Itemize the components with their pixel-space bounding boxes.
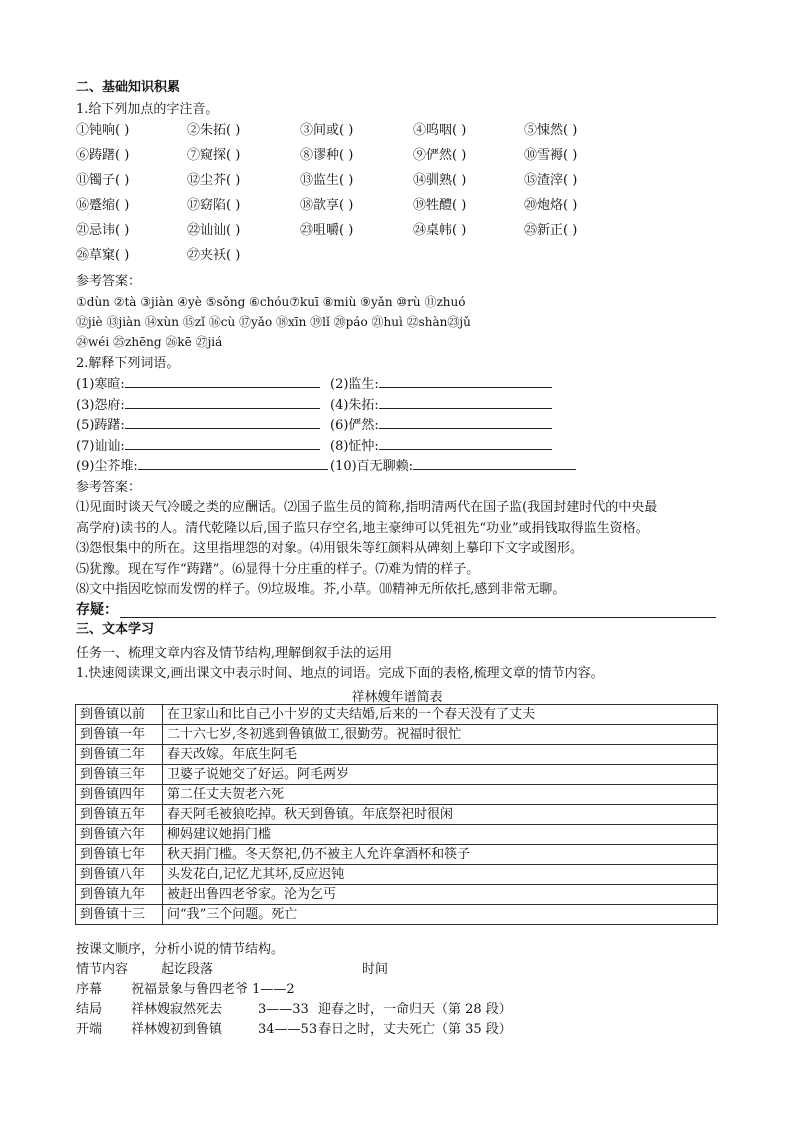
task-1-title: 任务一、梳理文章内容及情节结构,理解倒叙手法的运用: [76, 646, 393, 661]
table-cell-event: 被赶出鲁四老爷家。沦为乞丐: [163, 885, 718, 905]
plot-header-paragraphs: 起讫段落: [161, 962, 214, 977]
table-row: [76, 885, 718, 905]
answer-blank[interactable]: [379, 373, 552, 388]
table-question: 1.快速阅读课文,画出课文中表示时间、地点的词语。完成下面的表格,梳理文章的情节内容。: [76, 666, 604, 681]
plot-time: 迎春之时，一命归天（第 28 段）: [318, 1002, 512, 1017]
table-row: [76, 725, 718, 745]
pinyin-item[interactable]: ⑩雪褥( ): [524, 148, 578, 163]
definition-term: (3)怨府:: [76, 397, 125, 413]
pinyin-item[interactable]: ⑲牲醴( ): [413, 198, 467, 213]
section-heading-text-study: 三、文本学习: [76, 622, 155, 637]
definition-row: [76, 373, 676, 393]
pinyin-item[interactable]: ⑬监生( ): [300, 173, 354, 188]
pinyin-item[interactable]: ③间或( ): [300, 123, 354, 138]
pinyin-item[interactable]: ⑤悚然( ): [524, 123, 578, 138]
pinyin-item[interactable]: ⑱歆享( ): [300, 198, 354, 213]
answer-title: 参考答案：: [76, 274, 142, 289]
plot-content: 祥林嫂寂然死去: [131, 1002, 223, 1017]
table-cell-period: 到鲁镇二年: [76, 745, 163, 765]
pinyin-item[interactable]: ㉑忌讳( ): [76, 223, 130, 238]
cun-yi-write-line[interactable]: [120, 617, 716, 618]
table-row: [76, 905, 718, 925]
table-cell-event: 春天改嫁。年底生阿毛: [163, 745, 718, 765]
definition-term: (4)朱拓:: [330, 397, 379, 413]
pinyin-item[interactable]: ⑭驯熟( ): [413, 173, 467, 188]
plot-content: 祥林嫂初到鲁镇: [131, 1022, 223, 1037]
answer-blank[interactable]: [125, 435, 320, 450]
plot-header-content: 情节内容: [76, 962, 129, 977]
definition-item: [330, 373, 552, 395]
plot-time: 春日之时，丈夫死亡（第 35 段）: [318, 1022, 512, 1037]
cun-yi-label: 存疑：: [76, 602, 118, 618]
answer-blank[interactable]: [379, 435, 552, 450]
definition-item: [330, 414, 552, 436]
question-2-title: 2.解释下列词语。: [76, 356, 180, 371]
table-cell-period: 到鲁镇七年: [76, 845, 163, 865]
table-cell-period: 到鲁镇八年: [76, 865, 163, 885]
plot-paragraphs: 34——53: [258, 1022, 318, 1037]
table-cell-period: 到鲁镇四年: [76, 785, 163, 805]
definition-item: [76, 414, 320, 436]
definition-term: (9)尘芥堆:: [76, 459, 138, 474]
table-row: [76, 845, 718, 865]
definition-term: (7)讪讪:: [76, 438, 125, 454]
pinyin-item[interactable]: ㉒讪讪( ): [187, 223, 241, 238]
table-cell-period: 到鲁镇以前: [76, 705, 163, 725]
plot-stage: 结局: [76, 1002, 103, 1017]
pinyin-item[interactable]: ㉕新正( ): [524, 223, 578, 238]
definition-term: (5)踌躇:: [76, 418, 125, 433]
pinyin-item[interactable]: ⑨俨然( ): [413, 148, 467, 163]
table-cell-event: 第二任丈夫贺老六死: [163, 785, 718, 805]
plot-stage: 序幕: [76, 982, 103, 997]
table-row: [76, 745, 718, 765]
definition-term: (2)监生:: [330, 377, 379, 392]
definition-row: [76, 435, 676, 455]
answer-blank[interactable]: [379, 414, 552, 429]
definition-term: (1)寒暄:: [76, 377, 125, 392]
answer-line-1: ①dùn ②tà ③jiàn ④yè ⑤sǒng ⑥chóu⑦kuī ⑧miù ⑨yǎn ⑩rù ⑪zhuó: [76, 295, 466, 309]
table-cell-event: 春天阿毛被狼吃掉。秋天到鲁镇。年底祭祀时很闲: [163, 805, 718, 825]
table-cell-event: 柳妈建议她捐门槛: [163, 825, 718, 845]
table-cell-event: 秋天捐门槛。冬天祭祀,仍不被主人允许拿酒杯和筷子: [163, 845, 718, 865]
definition-item: [76, 455, 328, 477]
definition-item: [330, 455, 576, 477]
plot-content: 祝福景象与鲁四老爷 1——2: [131, 982, 295, 997]
table-cell-period: 到鲁镇三年: [76, 765, 163, 785]
pinyin-item[interactable]: ②朱拓( ): [187, 123, 241, 138]
question-1-title: 1.给下列加点的字注音。: [76, 102, 219, 117]
pinyin-item[interactable]: ㉓咀嚼( ): [300, 223, 354, 238]
definition-term: (8)怔忡:: [330, 438, 379, 454]
plot-stage: 开端: [76, 1022, 103, 1037]
section-heading-basics: 二、基础知识积累: [76, 80, 181, 95]
table-row: [76, 705, 718, 725]
plot-paragraphs: 3——33: [258, 1002, 309, 1017]
pinyin-item[interactable]: ⑧谬种( ): [300, 148, 354, 163]
pinyin-item[interactable]: ⑫尘芥( ): [187, 173, 241, 188]
definition-item: [330, 435, 552, 457]
q2-answer-line-1: ⑴见面时谈天气冷暖之类的应酬话。⑵国子监生员的简称,指明清两代在国子监(我国封建时代的中央最: [76, 500, 658, 515]
table-cell-event: 问“我”三个问题。死亡: [163, 905, 718, 925]
table-row: [76, 805, 718, 825]
definition-row: [76, 455, 676, 475]
plot-intro: 按课文顺序，分析小说的情节结构。: [76, 942, 285, 957]
pinyin-item[interactable]: ㉗夹袄( ): [187, 248, 241, 263]
pinyin-item[interactable]: ⑮渣滓( ): [524, 173, 578, 188]
table-cell-event: 在卫家山和比自己小十岁的丈夫结婚,后来的一个春天没有了丈夫: [163, 705, 718, 725]
answer-blank[interactable]: [138, 455, 328, 470]
q2-answer-line-2: 高学府)读书的人。清代乾隆以后,国子监只存空名,地主豪绅可以凭祖先“功业”或捐钱取得监生资格。: [76, 520, 649, 536]
pinyin-item[interactable]: ⑪镯子( ): [76, 173, 130, 188]
answer-line-2: ⑫jiè ⑬jiàn ⑭xùn ⑮zǐ ⑯cù ⑰yǎo ⑱xīn ⑲lǐ ⑳páo ㉑huì ㉒shàn㉓jǔ: [76, 315, 471, 329]
table-row: [76, 785, 718, 805]
table-cell-period: 到鲁镇一年: [76, 725, 163, 745]
pinyin-item[interactable]: ⑯蹙缩( ): [76, 198, 130, 213]
table-row: [76, 765, 718, 785]
definition-item: [76, 373, 320, 395]
table-cell-event: 二十六七岁,冬初逃到鲁镇做工,很勤劳。祝福时很忙: [163, 725, 718, 745]
pinyin-item[interactable]: ①钝响( ): [76, 123, 130, 138]
definition-term: (10)百无聊赖:: [330, 459, 414, 474]
definition-item: [330, 394, 552, 416]
q2-answer-line-4: ⑸犹豫。现在写作“踌躇”。⑹显得十分庄重的样子。⑺难为情的样子。: [76, 561, 480, 577]
q2-answer-line-3: ⑶怨恨集中的所在。这里指埋怨的对象。⑷用银朱等红颜料从碑刻上摹印下文字或图形。: [76, 541, 584, 556]
table-row: [76, 865, 718, 885]
answer-blank[interactable]: [125, 414, 320, 429]
timeline-table: [75, 704, 718, 925]
definition-row: [76, 394, 676, 414]
table-cell-period: 到鲁镇五年: [76, 805, 163, 825]
plot-header-time: 时间: [362, 962, 389, 977]
table-cell-period: 到鲁镇十三: [76, 905, 163, 925]
answer-blank[interactable]: [379, 394, 552, 409]
q2-answer-block: [76, 498, 718, 601]
table-row: [76, 825, 718, 845]
pinyin-item[interactable]: ㉔桌帏( ): [413, 223, 467, 238]
table-cell-event: 卫婆子说她交了好运。阿毛两岁: [163, 765, 718, 785]
pinyin-item[interactable]: ⑥踌躇( ): [76, 148, 130, 163]
definition-row: [76, 414, 676, 434]
answer-blank[interactable]: [125, 373, 320, 388]
pinyin-item[interactable]: ④呜咽( ): [413, 123, 467, 138]
table-cell-period: 到鲁镇九年: [76, 885, 163, 905]
pinyin-item[interactable]: ㉖草窠( ): [76, 248, 130, 263]
q2-answer-line-5: ⑻文中指因吃惊而发愣的样子。⑼垃圾堆。芥,小草。⑽精神无所依托,感到非常无聊。: [76, 582, 566, 597]
pinyin-item[interactable]: ⑦窥探( ): [187, 148, 241, 163]
definition-item: [76, 394, 320, 416]
q2-answer-title: 参考答案：: [76, 480, 142, 495]
definition-item: [76, 435, 320, 457]
definition-term: (6)俨然:: [330, 418, 379, 433]
answer-blank[interactable]: [125, 394, 320, 409]
answer-blank[interactable]: [413, 455, 576, 470]
pinyin-item[interactable]: ⑰窈陷( ): [187, 198, 241, 213]
answer-line-3: ㉔wéi ㉕zhēng ㉖kē ㉗jiá: [76, 335, 223, 349]
table-caption: 祥林嫂年谱简表: [351, 690, 443, 705]
table-cell-event: 头发花白,记忆尤其坏,反应迟钝: [163, 865, 718, 885]
pinyin-item[interactable]: ⑳炮烙( ): [524, 198, 578, 213]
table-cell-period: 到鲁镇六年: [76, 825, 163, 845]
